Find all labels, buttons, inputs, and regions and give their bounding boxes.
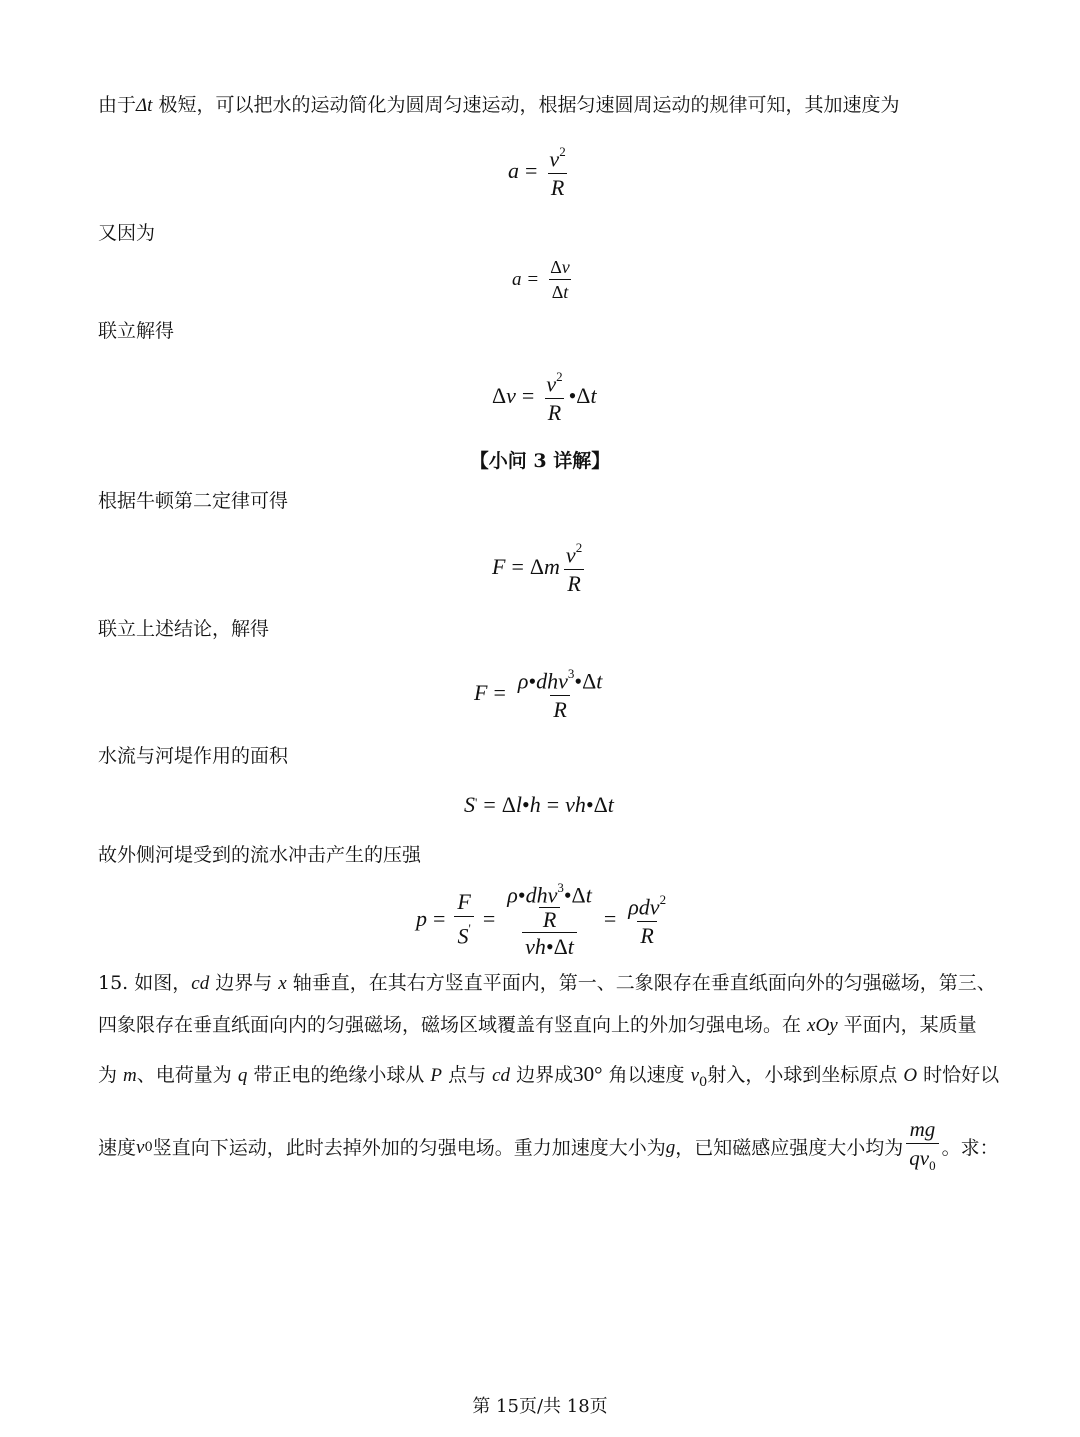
equation-a-v2-over-r: a = $\frac{v^2}{R}$ — [508, 144, 566, 201]
text-line-6: 水流与河堤作用的面积 — [98, 745, 289, 767]
text-line-5: 联立上述结论，解得 — [98, 618, 270, 640]
equation-dv: Δ v = $\frac{v^2}{R}$ •Δ t — [492, 369, 597, 426]
section-heading: 【小问 3 详解】 — [469, 450, 611, 472]
equation-area: S ' = Δ l • h = vh •Δ t — [464, 792, 614, 817]
text-line-7: 故外侧河堤受到的流水冲击产生的压强 — [98, 844, 422, 866]
problem-15-line-4: 速度 v 0 竖直向下运动，此时去掉外加的匀强电场。重力加速度大小为 g ，已知磁感应强度大小均为 $\frac{mg}{qv_0}$ 。求： — [98, 1118, 988, 1178]
problem-15-line-2: 四象限存在垂直纸面向内的匀强磁场，磁场区域覆盖有竖直向上的外加匀强电场。在 xOy 平面内，某质量 — [98, 1014, 977, 1036]
text-line-4: 根据牛顿第二定律可得 — [98, 490, 289, 512]
equation-f-rho: F = $\frac{\rho•dhv^3•\Delta t}{R}$ — [474, 666, 603, 723]
equation-f-dm: F = Δ m $\frac{v^2}{R}$ — [492, 540, 583, 597]
equation-pressure: p = $\frac{F}{S'}$ = ρ•dhv$^3$•Δt R vh•Δt = $\frac{\rho dv^2}{R}$ — [416, 880, 667, 960]
fraction-mg-over-qv0: $\frac{mg}{qv_0}$ — [906, 1117, 938, 1178]
text-line-3: 联立解得 — [98, 320, 175, 342]
problem-15-line-1: 15. 如图，cd 边界与 x 轴垂直，在其右方竖直平面内，第一、二象限存在垂直纸面向外的匀强磁场，第三、 — [98, 972, 996, 994]
problem-15-line-3: 为 m、电荷量为 q 带正电的绝缘小球从 P 点与 cd 边界成30° 角以速度 $v_0$射入，小球到坐标原点 O 时恰好以 — [98, 1062, 1000, 1090]
equation-a-dv-over-dt: a = $\frac{\Delta v}{\Delta t}$ — [512, 257, 570, 302]
text-line-2: 又因为 — [98, 222, 156, 244]
page-footer: 第 15页/共 18页 — [472, 1396, 608, 1417]
text-line-1: 由于Δt 极短，可以把水的运动简化为圆周匀速运动，根据匀速圆周运动的规律可知，其加速度为 — [98, 94, 900, 116]
